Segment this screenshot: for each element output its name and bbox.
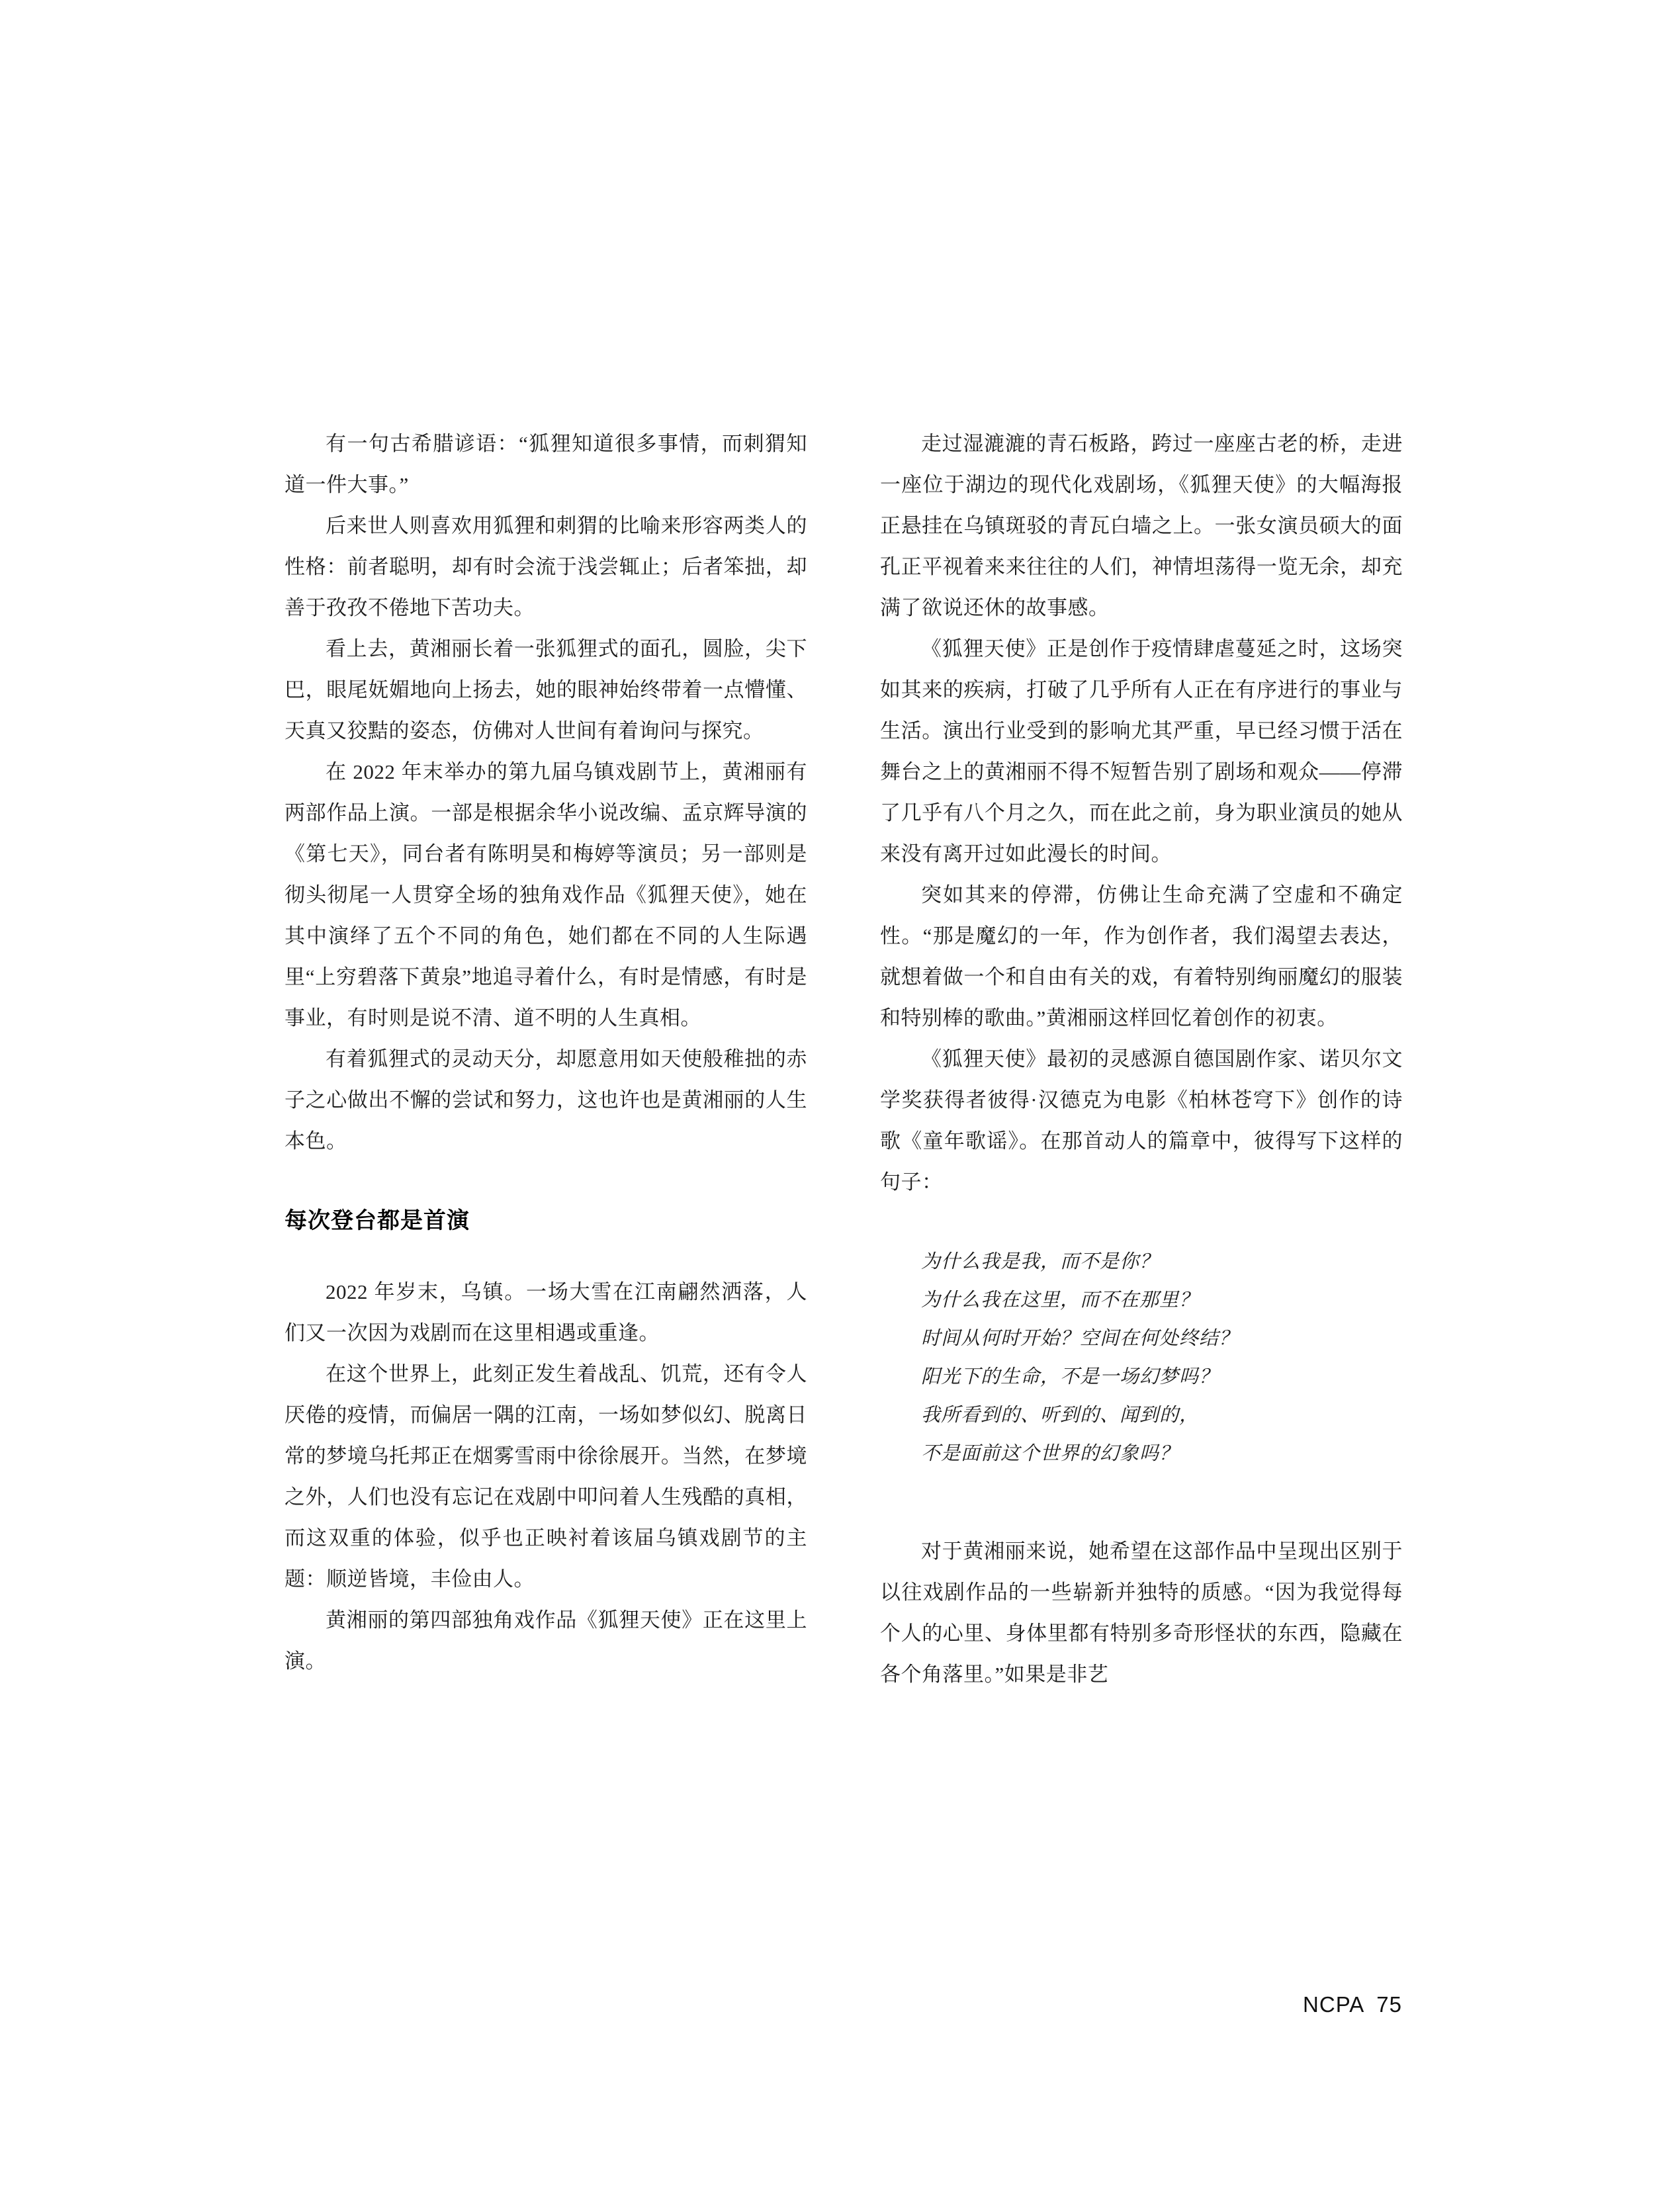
poem-line: 不是面前这个世界的幻象吗？	[921, 1443, 1180, 1464]
paragraph: 看上去，黄湘丽长着一张狐狸式的面孔，圆脸，尖下巴，眼尾妩媚地向上扬去，她的眼神始终带着一点懵懂、天真又狡黠的姿态，仿佛对人世间有着询问与探究。	[285, 637, 807, 742]
paragraph: 2022 年岁末，乌镇。一场大雪在江南翩然洒落，人们又一次因为戏剧而在这里相遇或重逢。	[285, 1280, 807, 1344]
poem-block	[880, 1243, 1403, 1473]
left-column	[285, 423, 807, 1695]
paragraph: 有着狐狸式的灵动天分，却愿意用如天使般稚拙的赤子之心做出不懈的尝试和努力，这也许也是黄湘丽的人生本色。	[285, 1047, 807, 1153]
paragraph: 《狐狸天使》最初的灵感源自德国剧作家、诺贝尔文学奖获得者彼得·汉德克为电影《柏林苍穹下》创作的诗歌《童年歌谣》。在那首动人的篇章中，彼得写下这样的句子：	[880, 1047, 1403, 1194]
poem-line: 为什么我在这里，而不在那里？	[921, 1290, 1200, 1311]
publication-name: NCPA	[1303, 1992, 1365, 2017]
paragraph: 在这个世界上，此刻正发生着战乱、饥荒，还有令人厌倦的疫情，而偏居一隅的江南，一场如梦似幻、脱离日常的梦境乌托邦正在烟雾雪雨中徐徐展开。当然，在梦境之外，人们也没有忘记在戏剧中叩问着人生残酷的真相，而这双重的体验，似乎也正映衬着该届乌镇戏剧节的主题：顺逆皆境，丰俭由人。	[285, 1362, 807, 1591]
paragraph: 走过湿漉漉的青石板路，跨过一座座古老的桥，走进一座位于湖边的现代化戏剧场，《狐狸天使》的大幅海报正悬挂在乌镇斑驳的青瓦白墙之上。一张女演员硕大的面孔正平视着来来往往的人们，神情坦荡得一览无余，却充满了欲说还休的故事感。	[880, 432, 1403, 619]
page-footer	[1303, 1992, 1402, 2017]
paragraph: 对于黄湘丽来说，她希望在这部作品中呈现出区别于以往戏剧作品的一些崭新并独特的质感。“因为我觉得每个人的心里、身体里都有特别多奇形怪状的东西，隐藏在各个角落里。”如果是非艺	[880, 1540, 1403, 1686]
poem-line: 时间从何时开始？空间在何处终结？	[921, 1328, 1239, 1349]
paragraph: 黄湘丽的第四部独角戏作品《狐狸天使》正在这里上演。	[285, 1608, 807, 1673]
paragraph: 《狐狸天使》正是创作于疫情肆虐蔓延之时，这场突如其来的疾病，打破了几乎所有人正在有序进行的事业与生活。演出行业受到的影响尤其严重，早已经习惯于活在舞台之上的黄湘丽不得不短暂告别了剧场和观众——停滞了几乎有八个月之久，而在此之前，身为职业演员的她从来没有离开过如此漫长的时间。	[880, 637, 1403, 865]
poem-line: 为什么我是我，而不是你？	[921, 1251, 1160, 1272]
section-subheading: 每次登台都是首演	[285, 1208, 470, 1233]
spacer	[880, 1495, 1403, 1531]
paragraph: 突如其来的停滞，仿佛让生命充满了空虚和不确定性。“那是魔幻的一年，作为创作者，我们渴望去表达，就想着做一个和自由有关的戏，有着特别绚丽魔幻的服装和特别棒的歌曲。”黄湘丽这样回忆着创作的初衷。	[880, 883, 1403, 1029]
article-columns	[285, 423, 1403, 1695]
page-number: 75	[1376, 1992, 1402, 2017]
spacer	[880, 1203, 1403, 1220]
paragraph: 有一句古希腊谚语：“狐狸知道很多事情，而刺猬知道一件大事。”	[285, 432, 807, 496]
poem-line: 阳光下的生命，不是一场幻梦吗？	[921, 1366, 1219, 1387]
right-column	[880, 423, 1403, 1695]
paragraph: 后来世人则喜欢用狐狸和刺猬的比喻来形容两类人的性格：前者聪明，却有时会流于浅尝辄止；后者笨拙，却善于孜孜不倦地下苦功夫。	[285, 514, 807, 619]
paragraph: 在 2022 年末举办的第九届乌镇戏剧节上，黄湘丽有两部作品上演。一部是根据余华小说改编、孟京辉导演的《第七天》，同台者有陈明昊和梅婷等演员；另一部则是彻头彻尾一人贯穿全场的独角戏作品《狐狸天使》，她在其中演绎了五个不同的角色，她们都在不同的人生际遇里“上穷碧落下黄泉”地追寻着什么，有时是情感，有时是事业，有时则是说不清、道不明的人生真相。	[285, 760, 807, 1029]
poem-line: 我所看到的、听到的、闻到的，	[921, 1405, 1200, 1426]
